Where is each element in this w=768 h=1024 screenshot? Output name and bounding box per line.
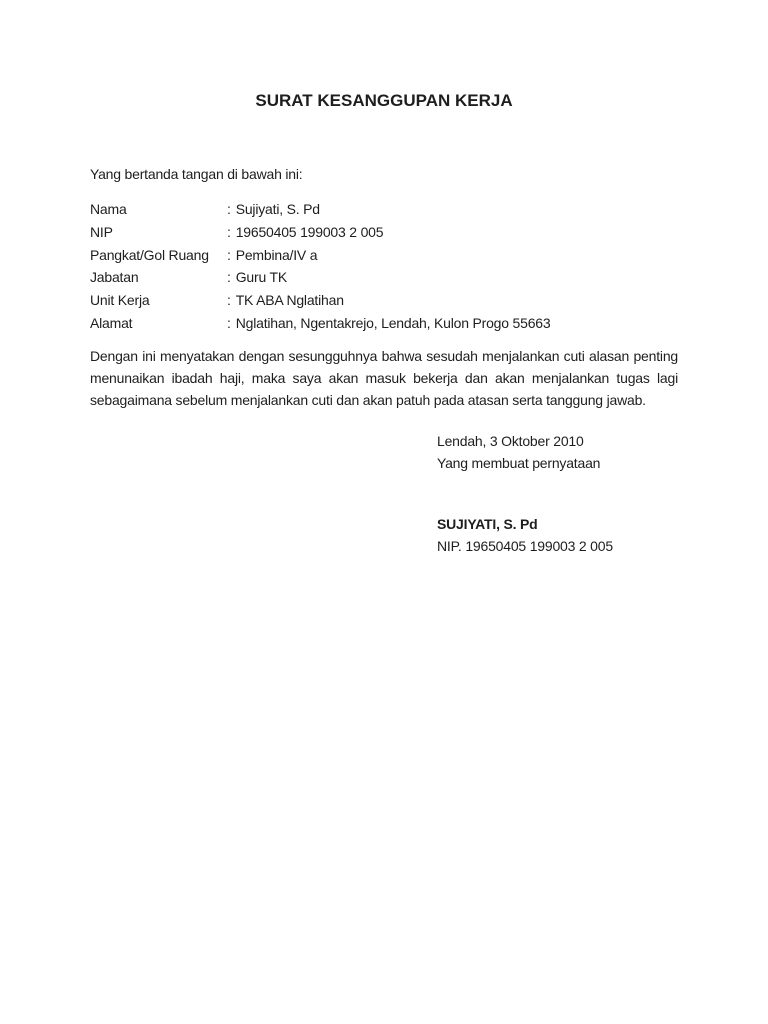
signature-nip: NIP. 19650405 199003 2 005 [437, 537, 613, 554]
field-label: Nama [90, 201, 127, 217]
field-value: Sujiyati, S. Pd [235, 201, 320, 217]
field-row-unit-kerja [90, 289, 678, 312]
field-label: Jabatan [90, 269, 139, 286]
opening-line: Yang bertanda tangan di bawah ini: [90, 166, 303, 182]
field-value: 19650405 199003 2 005 [235, 223, 384, 240]
field-row-nip [90, 221, 678, 244]
field-row-nama [90, 198, 678, 221]
field-label: Alamat [90, 314, 133, 331]
field-value: Nglatihan, Ngentakrejo, Lendah, Kulon Progo 55663 [235, 314, 551, 331]
field-colon: : [227, 246, 231, 263]
signature-block [437, 430, 678, 557]
field-colon: : [227, 314, 231, 331]
identity-fields [90, 198, 678, 335]
field-value: Pembina/IV a [235, 246, 318, 263]
field-label: Unit Kerja [90, 292, 150, 309]
statement-paragraph: Dengan ini menyatakan dengan sesungguhnya bahwa sesudah menjalankan cuti alasan penting menunaikan ibadah haji, maka saya akan masuk bekerja dan akan menjalankan tugas lagi sebagaimana sebelum menjalankan cuti dan akan patuh pada atasan serta tanggung jawab. [90, 347, 678, 408]
field-row-jabatan [90, 266, 678, 289]
field-value: TK ABA Nglatihan [235, 292, 344, 309]
field-row-pangkat [90, 244, 678, 267]
field-row-alamat [90, 312, 678, 335]
field-colon: : [227, 201, 231, 217]
field-label: Pangkat/Gol Ruang [90, 246, 209, 263]
document-title: SURAT KESANGGUPAN KERJA [255, 91, 513, 110]
field-label: NIP [90, 223, 113, 240]
signature-name: SUJIYATI, S. Pd [437, 515, 538, 532]
document-content [90, 0, 678, 557]
field-value: Guru TK [235, 269, 287, 286]
field-colon: : [227, 223, 231, 240]
field-colon: : [227, 292, 231, 309]
signature-space [437, 474, 678, 513]
field-colon: : [227, 269, 231, 286]
signature-role: Yang membuat pernyataan [437, 454, 601, 471]
signature-place-date: Lendah, 3 Oktober 2010 [437, 432, 584, 449]
